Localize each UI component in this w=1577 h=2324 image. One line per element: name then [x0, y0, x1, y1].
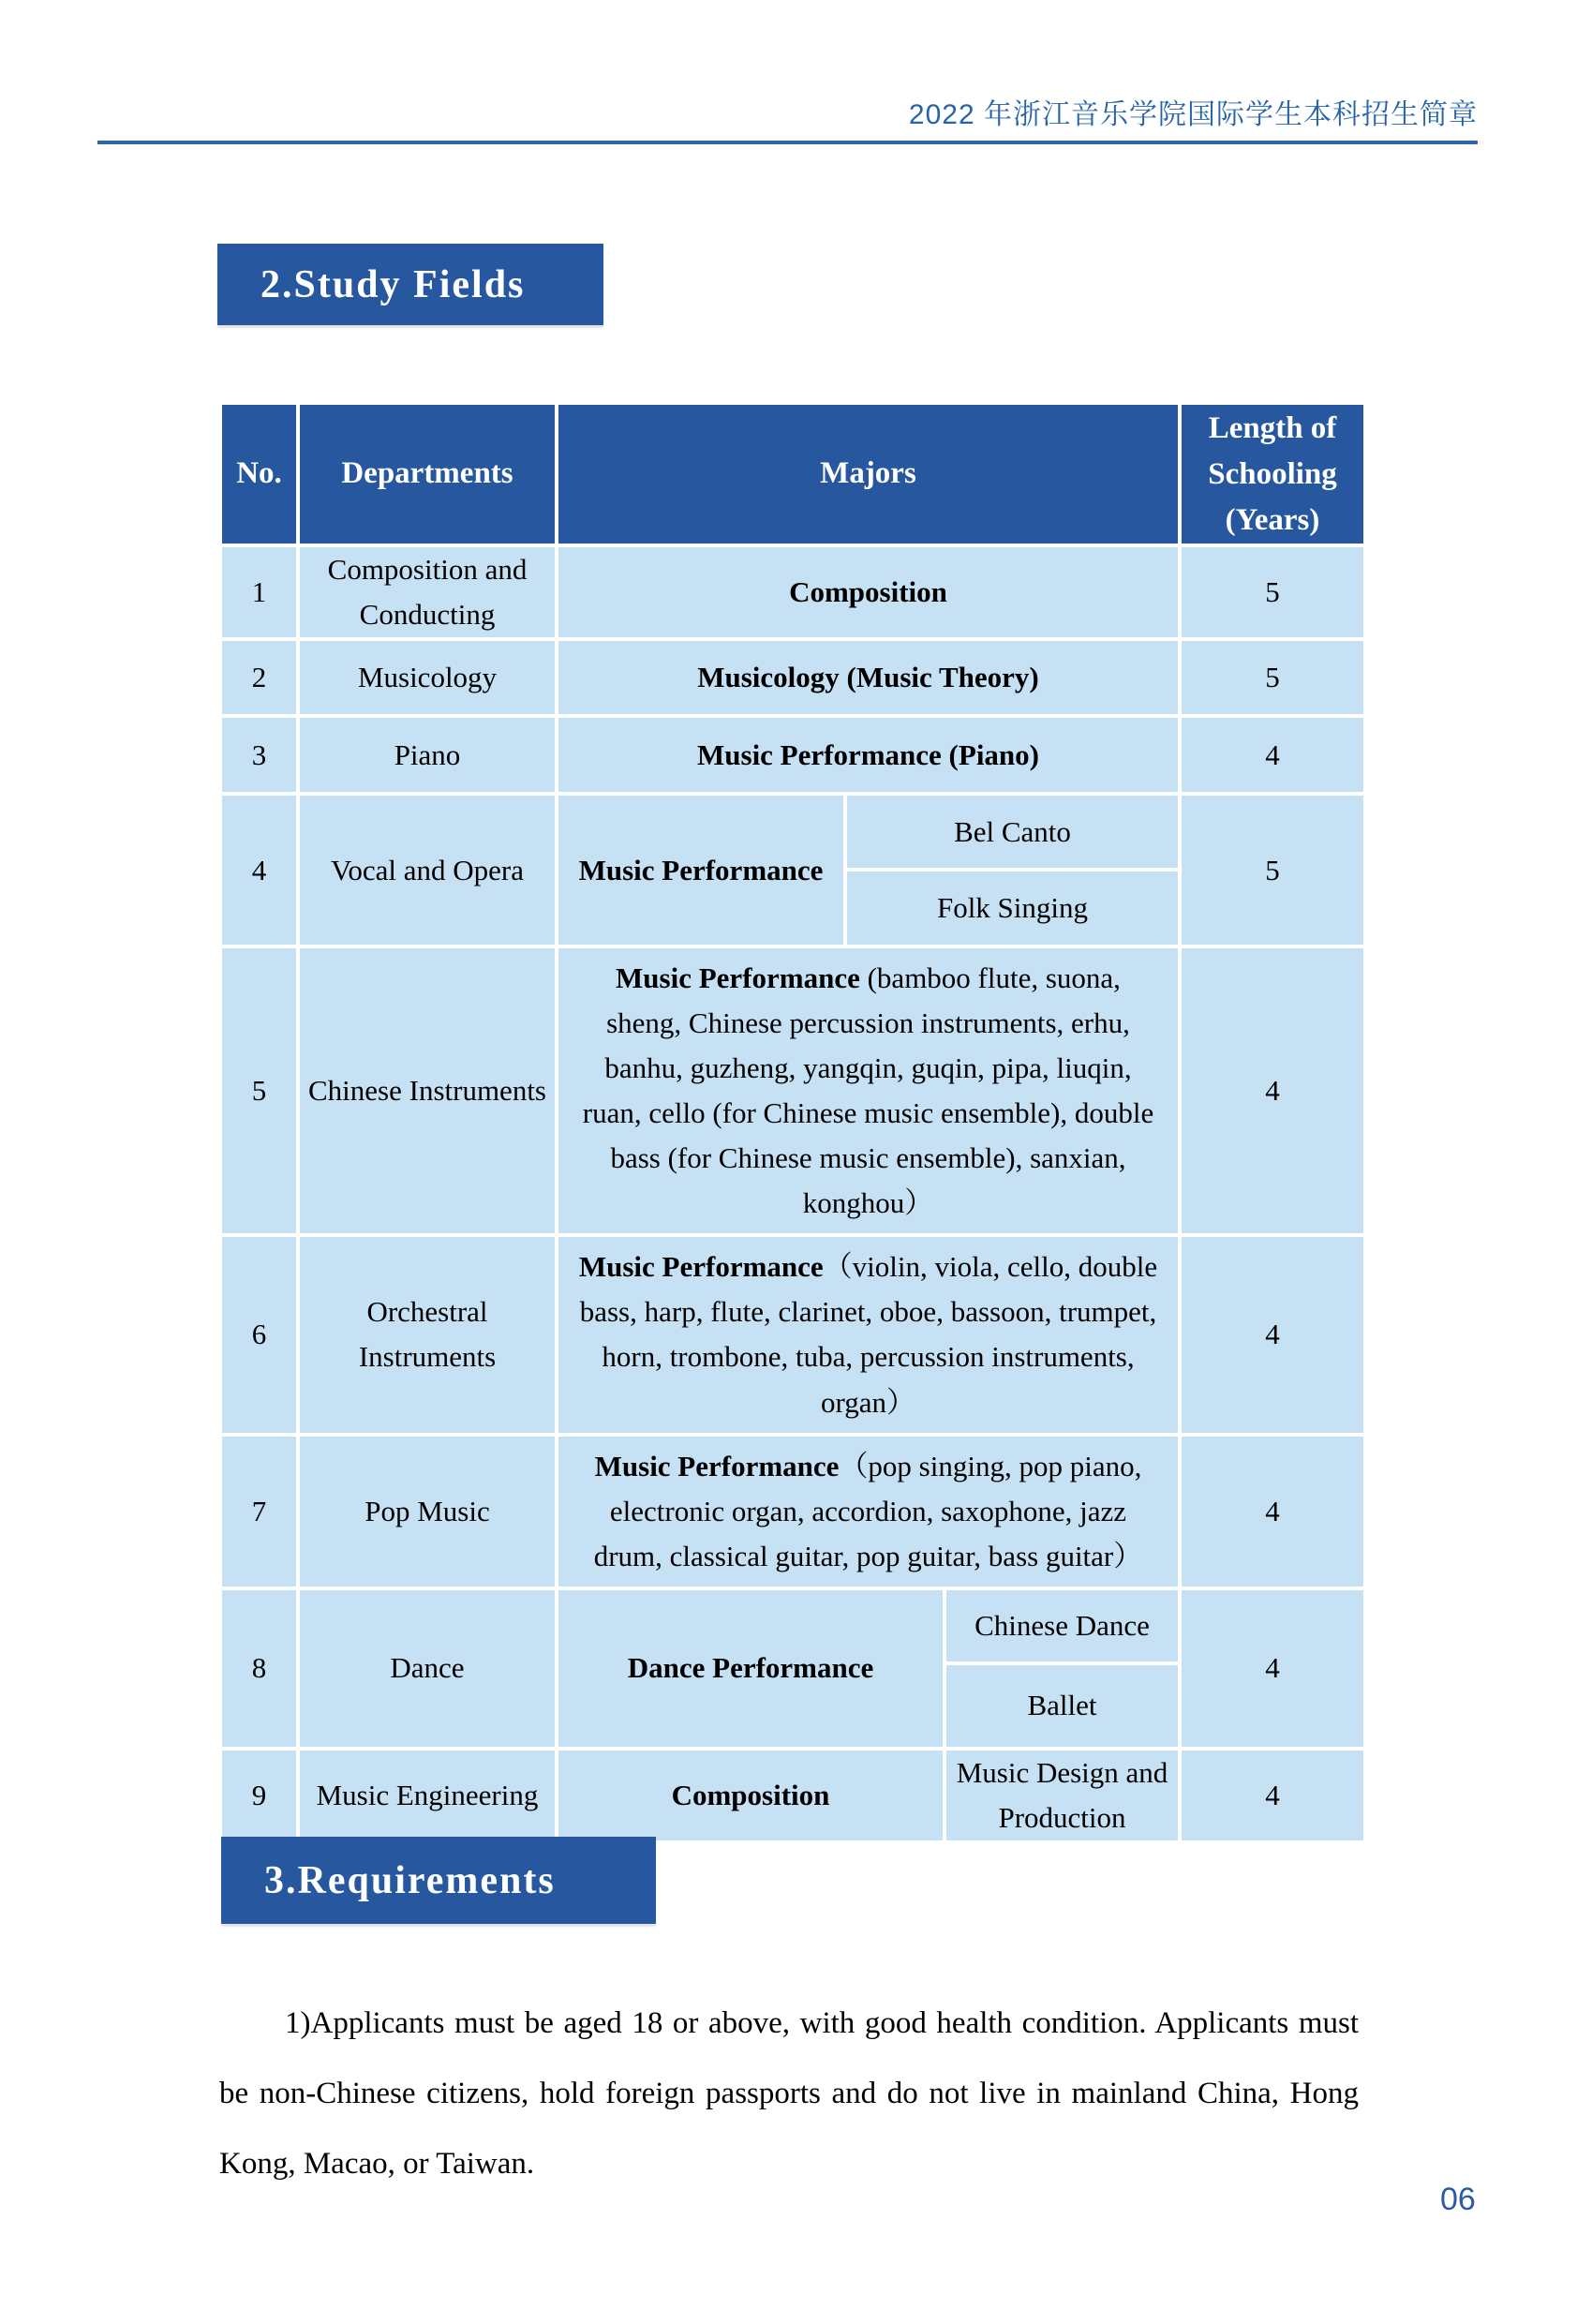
cell-department: Chinese Instruments [298, 946, 557, 1235]
cell-major: Dance Performance [557, 1588, 945, 1749]
cell-no: 1 [220, 545, 298, 639]
col-header-length-line1: Length of [1208, 410, 1337, 445]
cell-major [557, 1435, 1180, 1588]
table-row [220, 1235, 1365, 1434]
table-row [220, 545, 1365, 639]
col-header-length-line3: (Years) [1225, 502, 1320, 537]
header-rule [97, 141, 1478, 144]
cell-major-sub: Chinese Dance [945, 1588, 1180, 1663]
cell-years: 4 [1180, 1749, 1365, 1842]
table-row [220, 1435, 1365, 1588]
cell-no: 5 [220, 946, 298, 1235]
cell-no: 3 [220, 716, 298, 794]
cell-major-sub: Music Design and Production [945, 1749, 1180, 1842]
section-banner-study-fields [217, 244, 603, 325]
major-bold-text: Music Performance [594, 1449, 840, 1482]
cell-years: 5 [1180, 639, 1365, 716]
cell-no: 8 [220, 1588, 298, 1749]
cell-no: 6 [220, 1235, 298, 1434]
table-row [220, 794, 1365, 870]
cell-department: Vocal and Opera [298, 794, 557, 946]
section-title: 2.Study Fields [260, 262, 526, 306]
cell-major: Musicology (Music Theory) [557, 639, 1180, 716]
cell-department: Orchestral Instruments [298, 1235, 557, 1434]
col-header-length [1180, 403, 1365, 545]
cell-years: 4 [1180, 1435, 1365, 1588]
table-row [220, 639, 1365, 716]
requirements-paragraph: 1)Applicants must be aged 18 or above, with good health condition. Applicants must be non-Chinese citizens, hold foreign passports and do not live in mainland China, Hong Kong, Macao, or Taiwan. [219, 2006, 1359, 2181]
table-row [220, 716, 1365, 794]
cell-major: Music Performance [557, 794, 845, 946]
cell-major: Music Performance (Piano) [557, 716, 1180, 794]
col-header-length-line2: Schooling [1208, 456, 1337, 491]
cell-department: Dance [298, 1588, 557, 1749]
cell-years: 4 [1180, 716, 1365, 794]
section-title: 3.Requirements [264, 1858, 556, 1902]
col-header-departments: Departments [298, 403, 557, 545]
cell-no: 2 [220, 639, 298, 716]
major-bold-text: Music Performance [578, 1250, 824, 1284]
cell-department: Music Engineering [298, 1749, 557, 1842]
cell-years: 4 [1180, 946, 1365, 1235]
cell-years: 4 [1180, 1235, 1365, 1434]
col-header-majors: Majors [557, 403, 1180, 545]
table-row [220, 946, 1365, 1235]
cell-no: 9 [220, 1749, 298, 1842]
cell-major-sub: Folk Singing [845, 870, 1180, 946]
cell-major-sub: Ballet [945, 1663, 1180, 1749]
cell-years: 4 [1180, 1588, 1365, 1749]
page-number: 06 [1440, 2182, 1476, 2217]
cell-no: 7 [220, 1435, 298, 1588]
col-header-no: No. [220, 403, 298, 545]
cell-major: Composition [557, 1749, 945, 1842]
cell-years: 5 [1180, 545, 1365, 639]
cell-department: Composition and Conducting [298, 545, 557, 639]
cell-no: 4 [220, 794, 298, 946]
cell-years: 5 [1180, 794, 1365, 946]
cell-department: Piano [298, 716, 557, 794]
major-rest-text: (bamboo flute, suona, sheng, Chinese percussion instruments, erhu, banhu, guzheng, yangqin, guqin, pipa, liuqin, ruan, cello (for Chinese music ensemble), double bass (for Chinese music ensemble), sanxian, konghou） [582, 961, 1154, 1220]
cell-major-sub: Bel Canto [845, 794, 1180, 870]
cell-department: Musicology [298, 639, 557, 716]
section-banner-requirements [221, 1837, 656, 1924]
major-bold-text: Music Performance [616, 961, 860, 995]
document-header-title: 2022 年浙江音乐学院国际学生本科招生简章 [908, 99, 1478, 130]
cell-department: Pop Music [298, 1435, 557, 1588]
table-row [220, 1588, 1365, 1663]
cell-major: Composition [557, 545, 1180, 639]
table-row [220, 1749, 1365, 1842]
table-header-row [220, 403, 1365, 545]
study-fields-table [218, 401, 1367, 1844]
major-rest-text: （violin, viola, cello, double bass, harp, flute, clarinet, oboe, bassoon, trumpet, horn, trombone, tuba, percussion instruments, organ） [579, 1250, 1158, 1419]
cell-major [557, 1235, 1180, 1434]
cell-major [557, 946, 1180, 1235]
major-rest-text: （pop singing, pop piano, electronic organ, accordion, saxophone, jazz drum, classical guitar, pop guitar, bass guitar） [593, 1449, 1143, 1572]
